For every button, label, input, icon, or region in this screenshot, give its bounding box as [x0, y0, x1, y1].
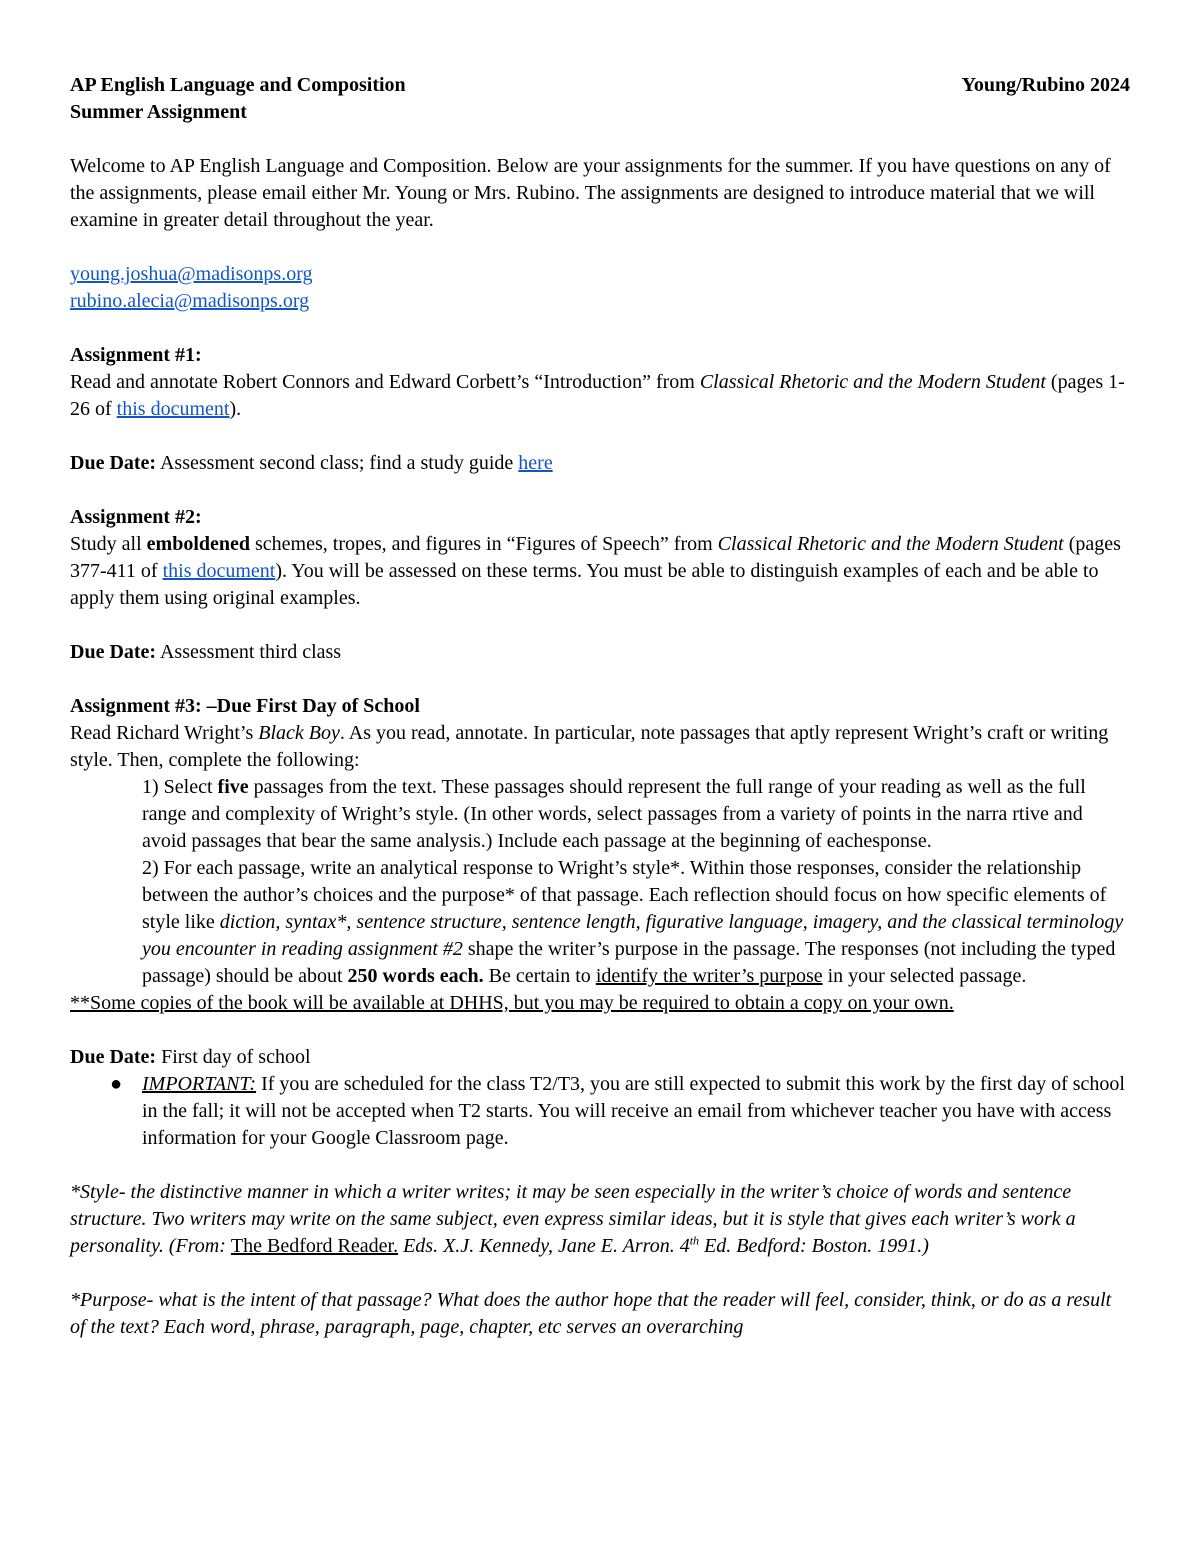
document-subtitle: Summer Assignment [70, 101, 247, 123]
assignment2-due: Due Date: Assessment third class [70, 641, 342, 663]
assignment1-heading: Assignment #1: [70, 344, 202, 366]
intro-paragraph: Welcome to AP English Language and Composition. Below are your assignments for the summer. If you have questions on any of the assignments, please email either Mr. Young or Mrs. Rubino. The assignments are designed to introduce material that we will examine in greater detail throughout the year. [70, 155, 1111, 231]
assignment3-heading: Assignment #3: –Due First Day of School [70, 695, 420, 717]
due-date-label: Due Date: [70, 452, 157, 474]
study-guide-link[interactable]: here [518, 452, 553, 474]
important-note-list [70, 1071, 1130, 1152]
teachers-year: Young/Rubino 2024 [961, 74, 1130, 96]
book-title: Classical Rhetoric and the Modern Student [699, 371, 1046, 393]
assignment1-due: Due Date: Assessment second class; find a study guide here [70, 452, 553, 474]
assignment3-text: Read Richard Wright’s Black Boy. As you read, annotate. In particular, note passages that aptly represent Wright’s craft or writing style. Then, complete the following: [70, 722, 1109, 771]
document-link-1[interactable]: this document [116, 398, 230, 420]
book-availability-note: **Some copies of the book will be available at DHHS, but you may be required to obtain a copy on your own. [70, 992, 954, 1014]
style-definition: *Style- the distinctive manner in which a writer writes; it may be seen especially in the writer’s choice of words and sentence structure. Two writers may write on the same subject, even express similar ideas, but it is style that gives each writer’s work a personality. (From: The Bedford Reader. Eds. X.J. Kennedy, Jane E. Arron. 4th Ed. Bedford: Boston. 1991.) [70, 1181, 1076, 1257]
purpose-definition: *Purpose- what is the intent of that passage? What does the author hope that the reader will feel, consider, think, or do as a result of the text? Each word, phrase, paragraph, page, chapter, etc serves an overarching [70, 1289, 1112, 1338]
document-link-2[interactable]: this document [162, 560, 276, 582]
book-title: Classical Rhetoric and the Modern Student [717, 533, 1064, 555]
assignment3-step2: 2) For each passage, write an analytical response to Wright’s style*. Within those responses, consider the relationship between the author’s choices and the purpose* of that passage. Each reflection should focus on how specific elements of style like diction, syntax*, sentence structure, sentence length, figurative language, imagery, and the classical terminology you encounter in reading assignment #2 shape the writer’s purpose in the passage. The responses (not including the typed passage) should be about 250 words each. Be certain to identify the writer’s purpose in your selected passage. [142, 857, 1124, 987]
document-page [70, 72, 1130, 1341]
bedford-reader-title: The Bedford Reader. [230, 1235, 399, 1257]
assignment2-heading: Assignment #2: [70, 506, 202, 528]
due-date-label: Due Date: [70, 1046, 157, 1068]
assignment3-step1: 1) Select five passages from the text. These passages should represent the full range of your reading as well as the full range and complexity of Wright’s style. (In other words, select passages from a variety of points in the narra rtive and avoid passages that bear the same analysis.) Include each passage at the beginning of eachesponse. [142, 776, 1086, 852]
due-date-label: Due Date: [70, 641, 157, 663]
email-link-rubino[interactable]: rubino.alecia@madisonps.org [70, 290, 310, 312]
course-title: AP English Language and Composition [70, 74, 406, 96]
assignment2-text: Study all emboldened schemes, tropes, and figures in “Figures of Speech” from Classical Rhetoric and the Modern Student (pages 377-411 of this document). You will be assessed on these terms. You must be able to distinguish examples of each and be able to apply them using original examples. [70, 533, 1121, 609]
email-link-young[interactable]: young.joshua@madisonps.org [70, 263, 313, 285]
book-title: Black Boy [258, 722, 340, 744]
document-header [70, 72, 1130, 99]
list-item: ● IMPORTANT: If you are scheduled for the class T2/T3, you are still expected to submit this work by the first day of school in the fall; it will not be accepted when T2 starts. You will receive an email from whichever teacher you have with access information for your Google Classroom page. [110, 1073, 1125, 1149]
bullet-icon: ● [110, 1073, 123, 1095]
assignment1-text: Read and annotate Robert Connors and Edward Corbett’s “Introduction” from Classical Rhetoric and the Modern Student (pages 1-26 of this document). [70, 371, 1125, 420]
assignment3-due: Due Date: First day of school [70, 1046, 311, 1068]
